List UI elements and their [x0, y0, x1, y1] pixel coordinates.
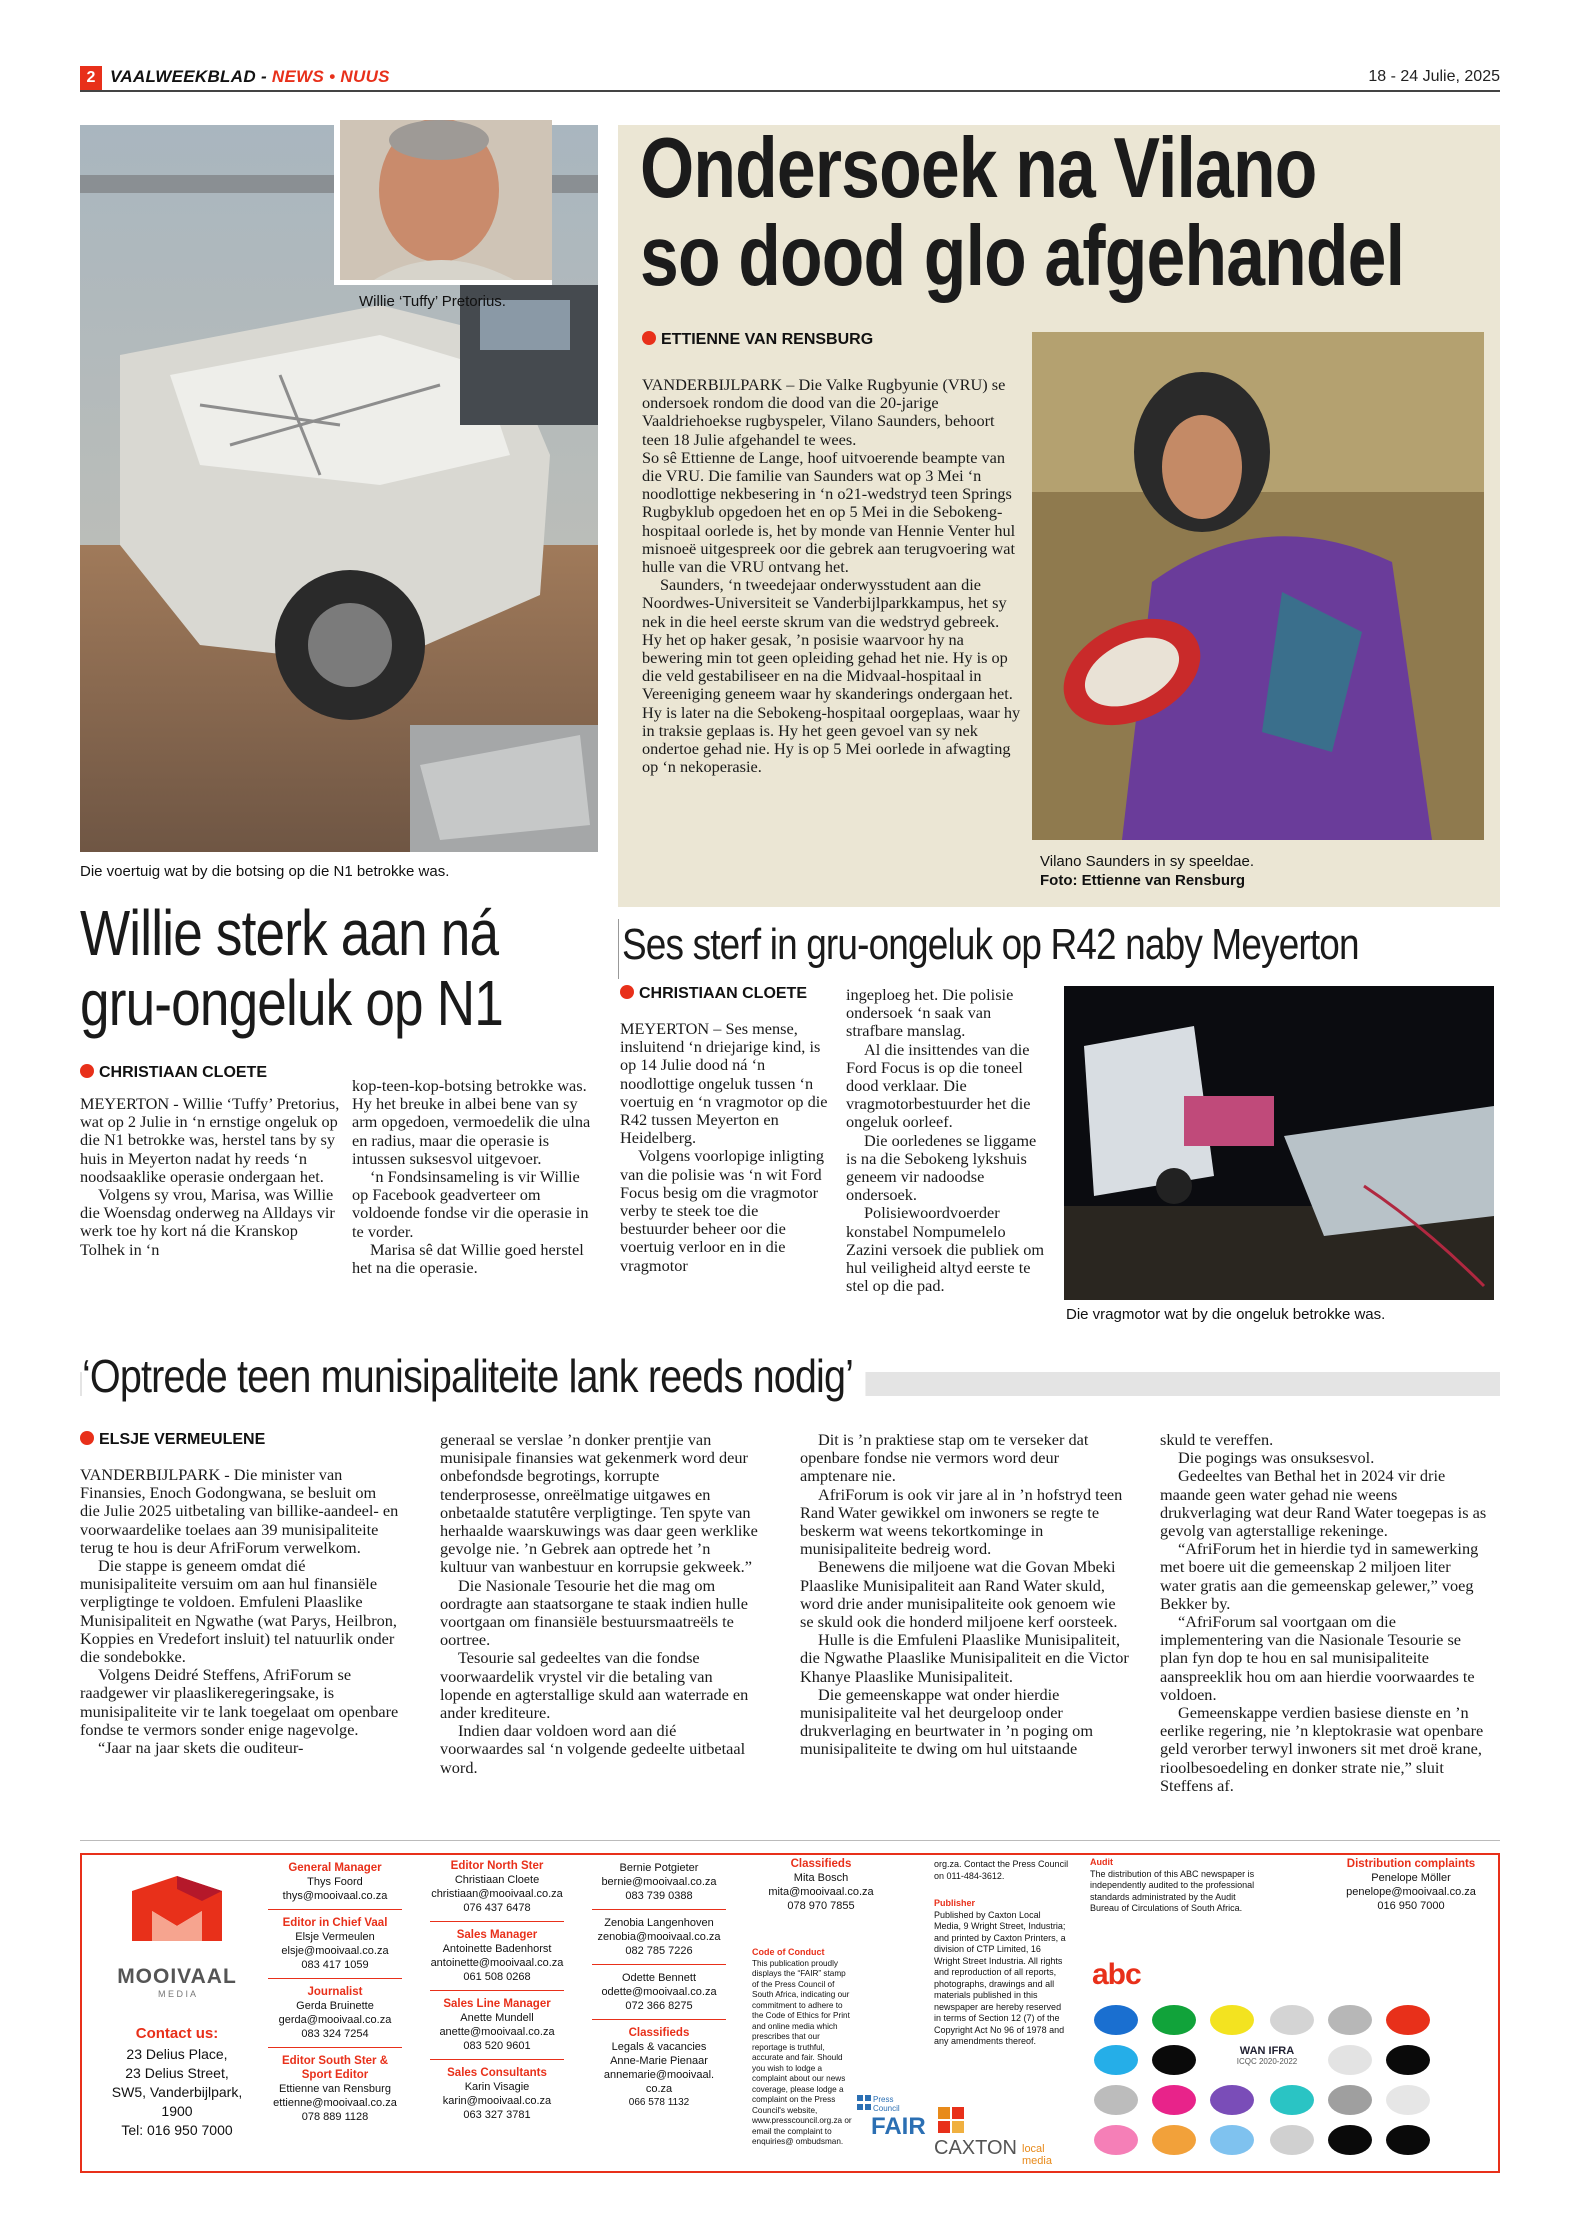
- divider: [592, 1909, 726, 1910]
- staff-email: anette@mooivaal.co.za: [439, 2026, 555, 2038]
- press-council-contact: org.za. Contact the Press Council on 011-484-3612.: [934, 1859, 1069, 1881]
- staff-email: mita@mooivaal.co.za: [768, 1886, 874, 1898]
- truck-caption: Die vragmotor wat by die ongeluk betrokke was.: [1066, 1306, 1386, 1323]
- mooivaal-logo: [102, 1871, 252, 1971]
- munis-para-10: AfriForum is ook vir jare al in ’n hofstryd teen Rand Water gewikkel om inwoners se regte te beskerm wat weens tekortkominge in munisipaliteite bedreig word.: [800, 1484, 1123, 1559]
- willie-byline: [80, 1064, 267, 1082]
- willie-para-2: Volgens sy vrou, Marisa, was Willie die Woensdag onderweg na Alldays vir werk toe hy kort ná die Kranskop Tolhek in ‘n: [80, 1185, 335, 1259]
- staff-role: Sales Manager: [456, 1929, 538, 1941]
- staff-email: ettienne@mooivaal.co.za: [273, 2097, 397, 2109]
- swatch-silver: [1270, 2125, 1314, 2155]
- munis-byline-name: ELSJE VERMEULENE: [99, 1431, 266, 1448]
- swatch-grey: [1328, 2005, 1372, 2035]
- divider: [430, 1990, 564, 1991]
- willie-para-4: ‘n Fondsinsameling is vir Willie op Facebook geadverteer om voldoende fondse vir die operasie in te vorder.: [352, 1167, 589, 1241]
- munis-col2: [440, 1431, 760, 1777]
- dist-title: Distribution complaints: [1346, 1858, 1476, 1870]
- staff-name: Bernie Potgieter: [619, 1862, 699, 1874]
- willie-col2: [352, 1077, 600, 1277]
- staff-email: thys@mooivaal.co.za: [282, 1890, 388, 1902]
- staff-role: Sales Line Manager: [443, 1998, 551, 2010]
- swatch-black2: [1386, 2045, 1430, 2075]
- willie-para-5: Marisa sê dat Willie goed herstel het na die operasie.: [352, 1239, 584, 1278]
- paper-name: VAALWEEKBLAD - NEWS • NUUS: [110, 67, 390, 86]
- munis-para-13: Die gemeenskappe wat onder hierdie munisipaliteite val het deurgeloop onder drukverlaging en beurtwater in ’n poging om munisipaliteite te dwing om hul uitstaande: [800, 1684, 1093, 1759]
- staff-email: annemarie@mooivaal.: [603, 2069, 715, 2081]
- willie-col1: [80, 1095, 342, 1259]
- masthead-footer: [80, 1853, 1500, 2173]
- dist-name: Penelope Möller: [1371, 1872, 1451, 1884]
- staff-role: Classifieds: [790, 1858, 852, 1870]
- staff-phone: 083 520 9601: [463, 2040, 531, 2052]
- press-council-icon: [857, 2095, 871, 2119]
- r42-para-5: Die oorledenes se liggame is na die Sebokeng lykshuis geneem vir nadoodse ondersoek.: [846, 1130, 1037, 1205]
- lead-headline-line2: so dood glo afgehandel: [640, 209, 1405, 304]
- r42-para-2: Volgens voorlopige inligting van die polisie was ‘n wit Ford Focus besig om die vragmotor verby te steek toe die bestuurder beheer oor die voertuig verloor en in die vragmotor: [620, 1146, 825, 1275]
- divider: [592, 1964, 726, 1965]
- swatch-lightgrey: [1270, 2005, 1314, 2035]
- lead-headline-line1: Ondersoek na Vilano: [640, 121, 1317, 216]
- swatch-red: [1386, 2005, 1430, 2035]
- r42-para-1: MEYERTON – Ses mense, insluitend ‘n driejarige kind, is op 14 Julie dood ná ‘n noodlottige ongeluk tussen ‘n voertuig en ‘n vragmotor op die R42 tussen Meyerton en Heidelberg.: [620, 1019, 828, 1148]
- staff-email: bernie@mooivaal.co.za: [601, 1876, 717, 1888]
- staff-name: Ettienne van Rensburg: [279, 2083, 391, 2095]
- staff-phone: 061 508 0268: [463, 1971, 531, 1983]
- staff-phone: 083 324 7254: [301, 2028, 369, 2040]
- staff-email: karin@mooivaal.co.za: [442, 2095, 552, 2107]
- staff-name: Gerda Bruinette: [296, 2000, 374, 2012]
- wan-ifra-label: WAN IFRA: [1239, 2045, 1295, 2057]
- divider: [268, 2047, 402, 2048]
- munis-headline: ‘Optrede teen munisipaliteite lank reeds nodig’: [82, 1350, 865, 1402]
- wreck-caption: Die voertuig wat by die botsing op die N1 betrokke was.: [80, 863, 450, 880]
- staff-role: Editor in Chief Vaal: [282, 1917, 388, 1929]
- r42-col1: [620, 1020, 830, 1275]
- wan-ifra-logo: [1212, 2045, 1322, 2066]
- portrait-photo: [334, 120, 552, 285]
- willie-headline-line1: Willie sterk aan ná: [80, 897, 499, 969]
- r42-byline-name: CHRISTIAAN CLOETE: [639, 985, 807, 1002]
- colour-swatches: [1088, 2001, 1498, 2169]
- press-council-label: Press Council: [873, 2095, 900, 2113]
- r42-col2: [846, 986, 1046, 1295]
- staff-email: antoinette@mooivaal.co.za: [430, 1957, 564, 1969]
- willie-headline-line2: gru-ongeluk op N1: [80, 967, 503, 1039]
- munis-para-19: Gemeenskappe verdien basiese dienste en ’n eerlike regering, nie ’n kleptokrasie wat openbare geld verorber terwyl inwoners sit met droë krane, rioolbesoedeling en donker strate nie,” sluit Steffens af.: [1160, 1703, 1484, 1795]
- staff-email: odette@mooivaal.co.za: [601, 1986, 717, 1998]
- divider: [268, 1978, 402, 1979]
- munis-para-2: Die stappe is geneem omdat dié munisipaliteite versuim om aan hul finansiële verpligtinge te voldoen. Emfuleni Plaaslike Munisipaliteit en Ngwathe (wat Parys, Heilbron, Koppies en Vredefort insluit) tel natuurlik onder die sondebokke.: [80, 1556, 397, 1667]
- staff-phone: 078 889 1128: [301, 2111, 369, 2123]
- logo-word: MOOIVAAL: [117, 1965, 237, 1988]
- staff-role: Classifieds: [628, 2027, 690, 2039]
- munis-byline: [80, 1431, 265, 1449]
- swatch-orange: [1152, 2125, 1196, 2155]
- lead-para-2: So sê Ettienne de Lange, hoof uitvoerende beampte van die VRU. Die familie van Saunders wat op 3 Mei ‘n noodlottige nekbesering in ‘n o21-wedstryd teen Springs Rugbyklub opgedoen het en op 5 Mei in die Sebokeng-hospitaal oorlede is, het by monde van Hennie Venter hul misnoeë uitgespreek oor die gebrek aan terugvoering wat hulle van die VRU ontvang het.: [642, 447, 1016, 577]
- munis-para-15: Die pogings was onsuksesvol.: [1178, 1448, 1375, 1468]
- divider: [268, 1909, 402, 1910]
- munis-para-6: Die Nasionale Tesourie het die mag om oordragte aan staatsorgane te staak indien hulle voortgaan om finansiële bestuursmaatreëls te oortree.: [440, 1575, 749, 1650]
- divider: [592, 2019, 726, 2020]
- contact-lines: [100, 2045, 254, 2140]
- page-header: [80, 66, 1500, 92]
- munis-para-12: Hulle is die Emfuleni Plaaslike Munisipaliteit, die Ngwathe Plaaslike Munisipaliteit en die Victor Khanye Plaaslike Munisipaliteit.: [800, 1630, 1129, 1686]
- byline-dot-icon: [80, 1431, 94, 1445]
- caxton-word: CAXTON: [934, 2137, 1017, 2159]
- caxton-logo: [934, 2107, 1074, 2167]
- staff-role: General Manager: [288, 1862, 382, 1874]
- icqc-label: ICQC 2020-2022: [1236, 2057, 1298, 2066]
- lead-byline-name: ETTIENNE VAN RENSBURG: [661, 331, 874, 348]
- staff-role: Sales Consultants: [447, 2067, 547, 2079]
- staff-col-2: [422, 1859, 572, 2122]
- caxton-icon: [938, 2107, 964, 2133]
- staff-email: co.za: [645, 2083, 673, 2095]
- contact-line-2: 23 Delius Street,: [125, 2065, 229, 2081]
- byline-dot-icon: [642, 331, 656, 345]
- section-name: NEWS • NUUS: [271, 67, 390, 86]
- code-of-conduct: [752, 1947, 852, 2148]
- lead-para-1: VANDERBIJLPARK – Die Valke Rugbyunie (VRU) se ondersoek rondom die dood van die 20-jarige Vaaldriehoekse rugbyspeler, Vilano Saunders, behoort teen 18 Julie afgehandel te wees.: [642, 375, 1006, 449]
- publisher-col: [934, 1859, 1069, 2048]
- staff-phone: 082 785 7226: [625, 1945, 693, 1957]
- swatch-lightgrey3: [1386, 2085, 1430, 2115]
- rugby-photo: [1032, 332, 1484, 840]
- staff-name: Elsje Vermeulen: [295, 1931, 375, 1943]
- contact-line-3: SW5, Vanderbijlpark,: [111, 2084, 243, 2100]
- issue-date: 18 - 24 Julie, 2025: [1368, 68, 1500, 85]
- willie-byline-name: CHRISTIAAN CLOETE: [99, 1064, 267, 1081]
- divider: [430, 1921, 564, 1922]
- swatch-lightgrey2: [1328, 2045, 1372, 2075]
- willie-headline: [80, 898, 661, 1038]
- swatch-teal: [1270, 2085, 1314, 2115]
- contact-line-4: 1900: [161, 2103, 193, 2119]
- swatch-skyblue: [1210, 2125, 1254, 2155]
- audit-title: Audit: [1090, 1857, 1113, 1867]
- munis-col4: [1160, 1431, 1490, 1795]
- swatch-black4: [1386, 2125, 1430, 2155]
- munis-para-7: Tesourie sal gedeeltes van die fondse voorwaardelik vrystel vir die betaling van lopende en agterstallige skuld aan waterrade en ander krediteure.: [440, 1648, 749, 1723]
- munis-para-3: Volgens Deidré Steffens, AfriForum se raadgewer vir plaaslikeregeringsake, is munisipaliteite vir te lank toegelaat om openbare fondse te vermors sonder enige nagevolge.: [80, 1665, 399, 1739]
- rugby-photo-credit: Foto: Ettienne van Rensburg: [1040, 872, 1246, 889]
- staff-phone: 083 739 0388: [625, 1890, 693, 1902]
- contact-line-5: Tel: 016 950 7000: [121, 2122, 233, 2138]
- staff-phone: 083 417 1059: [301, 1959, 369, 1971]
- staff-name: Christiaan Cloete: [454, 1874, 540, 1886]
- page-number: 2: [80, 66, 102, 90]
- lead-headline: [640, 121, 1501, 304]
- munis-para-8: Indien daar voldoen word aan dié voorwaardes sal ‘n volgende gedeelte uitbetaal word.: [440, 1721, 746, 1777]
- r42-headline: Ses sterf in gru-ongeluk op R42 naby Meyerton: [622, 920, 1359, 969]
- audit-text: The distribution of this ABC newspaper is independently audited to the professional standards administrated by the Audit Bureau of Circulations of South Africa.: [1090, 1868, 1255, 1913]
- caxton-sub: local media: [1022, 2143, 1052, 2167]
- mooivaal-logo-icon: [102, 1871, 252, 1971]
- staff-phone: 072 366 8275: [625, 2000, 693, 2012]
- footer-top-rule: [80, 1840, 1500, 1841]
- munis-para-18: “AfriForum sal voortgaan om die implementering van die Nasionale Tesourie se plan fyn dop te hou en sal munisipaliteite aanspreeklik hou om aan hierdie voorwaardes te voldoen.: [1160, 1612, 1475, 1704]
- staff-role: Editor South Ster & Sport Editor: [281, 2055, 389, 2081]
- dist-email: penelope@mooivaal.co.za: [1346, 1886, 1476, 1898]
- swatch-yellow: [1210, 2005, 1254, 2035]
- munis-para-16: Gedeeltes van Bethal het in 2024 vir drie maande geen water gehad nie weens drukverlaging wat deur Rand Water toegepas is as gevolg van agterstallige rekeninge.: [1160, 1466, 1487, 1541]
- swatch-pink: [1094, 2125, 1138, 2155]
- staff-name: Odette Bennett: [622, 1972, 696, 1984]
- munis-para-17: “AfriForum het in hierdie tyd in samewerking met boere uit die gemeenskap 2 miljoen liter water gratis aan die gemeenskap gelewer,” voeg Bekker by.: [1160, 1539, 1479, 1613]
- munis-para-9: Dit is ’n praktiese stap om te verseker dat openbare fondse nie vermors word deur amptenare nie.: [800, 1430, 1089, 1486]
- staff-email: gerda@mooivaal.co.za: [278, 2014, 392, 2026]
- swatch-green: [1152, 2005, 1196, 2035]
- contact-line-1: 23 Delius Place,: [126, 2046, 228, 2062]
- publisher-text: Published by Caxton Local Media, 9 Wright Street, Industria; and printed by Caxton Printers, a division of CTP Limited, 16 Wright Street Industria. All rights and reproduction of all reports, photographs, drawings and all materials published in this newspaper are hereby reserved in terms of Section 12 (7) of the Copyright Act No 96 of 1978 and any amendments thereof.: [934, 1909, 1066, 2046]
- swatch-cyan: [1094, 2045, 1138, 2075]
- logo-sub: M E D I A: [157, 1989, 196, 1999]
- staff-email: zenobia@mooivaal.co.za: [597, 1931, 721, 1943]
- fair-label: FAIR: [871, 2113, 926, 2140]
- byline-dot-icon: [620, 985, 634, 999]
- code-text: This publication proudly displays the “FAIR” stamp of the Press Council of South Africa, indicating our commitment to adhere to the Code of Ethics for Print and online media which prescribes that our reportage is truthful, accurate and fair. Should you wish to lodge a complaint about our news coverage, please lodge a complaint on the Press Council's website, www.presscouncil.org.za or email the complaint to enquiries@ ombudsman.: [752, 1958, 852, 2146]
- press-council-badge: [857, 2095, 926, 2165]
- swatch-blue: [1094, 2005, 1138, 2035]
- portrait-caption: Willie ‘Tuffy’ Pretorius.: [359, 293, 506, 310]
- paper-title: VAALWEEKBLAD: [110, 67, 256, 86]
- staff-name: Thys Foord: [307, 1876, 363, 1888]
- staff-phone: 078 970 7855: [787, 1900, 855, 1912]
- swatch-grey3: [1328, 2085, 1372, 2115]
- munis-para-4: “Jaar na jaar skets die ouditeur-: [98, 1738, 304, 1758]
- code-title: Code of Conduct: [752, 1947, 825, 1957]
- swatch-grey2: [1094, 2085, 1138, 2115]
- rugby-caption-text: Vilano Saunders in sy speeldae.: [1040, 853, 1255, 870]
- munis-col1: [80, 1466, 400, 1757]
- audit-col: [1090, 1857, 1260, 1915]
- truck-photo: [1064, 986, 1494, 1300]
- willie-para-3: kop-teen-kop-botsing betrokke was. Hy het breuke in albei bene van sy arm opgedoen, vermoedelik die ulna en radius, maar die operasie is intussen suksesvol uitgevoer.: [352, 1076, 591, 1168]
- lead-para-3: Saunders, ‘n tweedejaar onderwysstudent aan die Noordwes-Universiteit se Vanderbijlparkkampus, het sy nek in die heel eerste skrum van die wedstryd gebreek. Hy het op haker gesak, ’n posisie waarvoor hy na bewering min tot geen opleiding gehad het nie. Hy is op die veld gestabiliseer en na die Midvaal-hospitaal in Vereeniging geneem waar hy skanderings ondergaan het. Hy is later na die Sebokeng-hospitaal oorgeplaas, waar hy in traksie geplaas is. Hy het geen gevoel van sy nek ondertoe gehad nie. Hy is op 5 Mei oorlede in afwagting op ‘n nekoperasie.: [642, 575, 1021, 777]
- rugby-caption: [1040, 852, 1254, 890]
- staff-email: christiaan@mooivaal.co.za: [431, 1888, 563, 1900]
- distribution-col: [1326, 1857, 1496, 1913]
- swatch-black3: [1328, 2125, 1372, 2155]
- r42-para-3: ingeploeg het. Die polisie ondersoek ‘n saak van strafbare manslag.: [846, 985, 1014, 1041]
- munis-para-5: generaal se verslae ’n donker prentjie van munisipale finansies wat gekenmerk word deur onbefondsde begrotings, korrupte tenderprosesse, onreëlmatige uitgawes en onbetaalde statutêre verpligtinge. Ten spyte van herhaalde waarskuwings was daar geen werklike gevolge nie. ’n Gebrek aan optrede het ’n kultuur van wanbestuur en korrupsie gekweek.”: [440, 1430, 758, 1577]
- lead-byline: [642, 331, 873, 349]
- munis-para-1: VANDERBIJLPARK - Die minister van Finansies, Enoch Godongwana, se besluit om die Julie 2025 uitbetaling van billike-aandeel- en voorwaardelike toelaes aan 39 munisipaliteite terug te hou is deur AfriForum verwelkom.: [80, 1465, 399, 1557]
- contact-title: Contact us:: [135, 2025, 219, 2042]
- staff-email: elsje@mooivaal.co.za: [281, 1945, 389, 1957]
- swatch-magenta: [1152, 2085, 1196, 2115]
- willie-para-1: MEYERTON - Willie ‘Tuffy’ Pretorius, wat op 2 Julie in ‘n ernstige ongeluk op die N1 betrokke was, herstel tans by sy huis in Meyerton nadat hy reeds ‘n noodsaaklike operasie ondergaan het.: [80, 1094, 340, 1186]
- staff-name: Antoinette Badenhorst: [442, 1943, 552, 1955]
- staff-name: Anette Mundell: [460, 2012, 534, 2024]
- staff-phone: 063 327 3781: [463, 2109, 531, 2121]
- r42-byline: [620, 985, 807, 1003]
- munis-para-11: Benewens die miljoene wat die Govan Mbeki Plaaslike Munisipaliteit aan Rand Water skuld, word drie ander munisipaliteite ook genoem wie se skuld ook die honderd miljoene kerf oorsteek.: [800, 1557, 1118, 1632]
- staff-line: Anne-Marie Pienaar: [610, 2055, 708, 2067]
- staff-col-1: [260, 1861, 410, 2124]
- lead-body: [642, 376, 1022, 776]
- swatch-black: [1152, 2045, 1196, 2075]
- munis-col3: [800, 1431, 1130, 1759]
- staff-role: Editor North Ster: [450, 1860, 544, 1872]
- r42-rule: [618, 919, 619, 979]
- swatch-purple: [1210, 2085, 1254, 2115]
- dist-phone: 016 950 7000: [1377, 1900, 1445, 1912]
- r42-para-4: Al die insittendes van die Ford Focus is op die toneel dood verklaar. Die vragmotorbestuurder het die ongeluk oorleef.: [846, 1039, 1031, 1132]
- publisher-title: Publisher: [934, 1898, 976, 1908]
- r42-para-6: Polisiewoordvoerder konstabel Nompumelelo Zazini versoek die publiek om hul veiligheid altyd eerste te stel op die pad.: [846, 1203, 1045, 1296]
- classifieds-col: [746, 1857, 896, 1913]
- divider: [430, 2059, 564, 2060]
- staff-name: Zenobia Langenhoven: [604, 1917, 714, 1929]
- staff-name: Karin Visagie: [464, 2081, 530, 2093]
- munis-para-14: skuld te vereffen.: [1160, 1430, 1274, 1449]
- abc-logo: abc: [1092, 1958, 1141, 1991]
- staff-name: Legals & vacancies: [611, 2041, 707, 2053]
- staff-name: Mita Bosch: [793, 1872, 849, 1884]
- staff-phone: 076 437 6478: [463, 1902, 531, 1914]
- staff-role: Journalist: [307, 1986, 363, 1998]
- staff-phone: 066 578 1132: [628, 2097, 690, 2108]
- byline-dot-icon: [80, 1064, 94, 1078]
- staff-col-3: [584, 1861, 734, 2110]
